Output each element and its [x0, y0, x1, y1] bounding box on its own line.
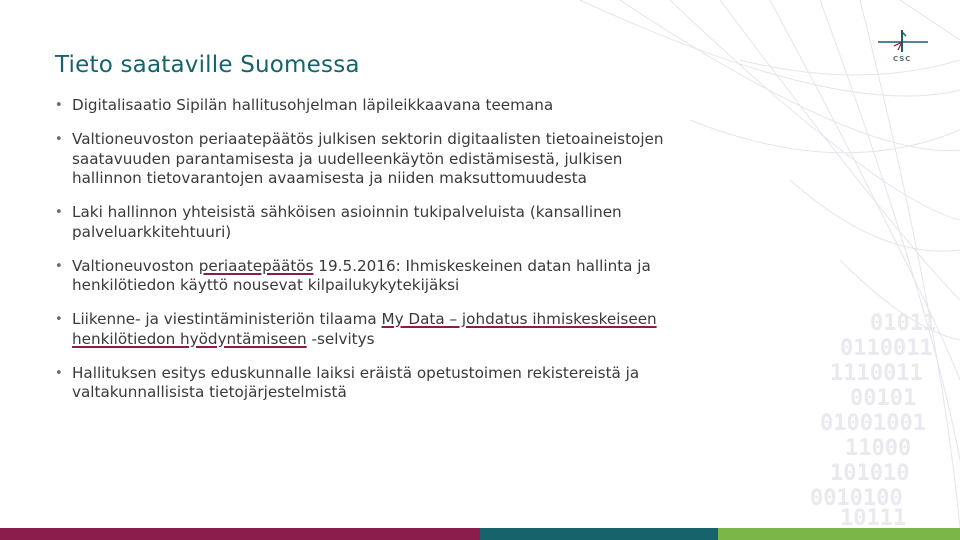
background-digits: 00101 [850, 386, 917, 411]
bullet-list [55, 96, 695, 417]
bullet-text: Digitalisaatio Sipilän hallitusohjelman läpileikkaavana teemana [72, 96, 554, 114]
bullet-item [55, 257, 695, 296]
background-digits: 0010100 [810, 486, 903, 511]
bullet-link[interactable]: My Data – johdatus ihmiskeskeiseen henkilötiedon hyödyntämiseen [72, 310, 657, 348]
background-digits: 11000 [845, 436, 912, 461]
background-digits: 01001001 [820, 411, 926, 436]
bullet-item [55, 203, 695, 242]
bullet-item [55, 130, 695, 189]
bullet-text: Hallituksen esitys eduskunnalle laiksi eräistä opetustoimen rekistereistä ja valtakunnallisista tietojärjestelmistä [72, 363, 640, 401]
bullet-text: Laki hallinnon yhteisistä sähköisen asioinnin tukipalveluista (kansallinen palveluarkkitehtuuri) [72, 203, 622, 241]
bullet-text: Liikenne- ja viestintäministeriön tilaama [72, 310, 382, 328]
background-digits: 10111 [840, 506, 907, 528]
bullet-item [55, 364, 695, 403]
slide-title: Tieto saataville Suomessa [55, 52, 360, 78]
bullet-item [55, 310, 695, 349]
bullet-item [55, 96, 695, 116]
background-digits: 1110011 [830, 361, 923, 386]
background-digits: 0110011 [840, 336, 933, 361]
background-digits: 01011 [870, 311, 937, 336]
bar-segment-purple [0, 528, 480, 540]
bar-segment-green [718, 528, 960, 540]
bullet-text: Valtioneuvoston [72, 256, 199, 275]
bar-segment-teal [480, 528, 718, 540]
bullet-link[interactable]: periaatepäätös [198, 256, 314, 275]
background-digits: 101010 [830, 461, 910, 486]
bullet-text: -selvitys [306, 329, 375, 348]
bullet-text: Valtioneuvoston periaatepäätös julkisen sektorin digitaalisten tietoaineistojen saatavuuden parantamisesta ja uudelleenkäytön edistämisestä, julkisen hallinnon tietovarantojen avaamisesta ja niiden maksuttomuudesta [72, 130, 664, 187]
logo-text: CSC [893, 55, 912, 63]
bullet-text: 19.5.2016: Ihmiskeskeinen datan hallinta ja henkilötiedon käyttö nousevat kilpailukykytekijäksi [72, 256, 651, 294]
bottom-color-bar [0, 528, 960, 540]
